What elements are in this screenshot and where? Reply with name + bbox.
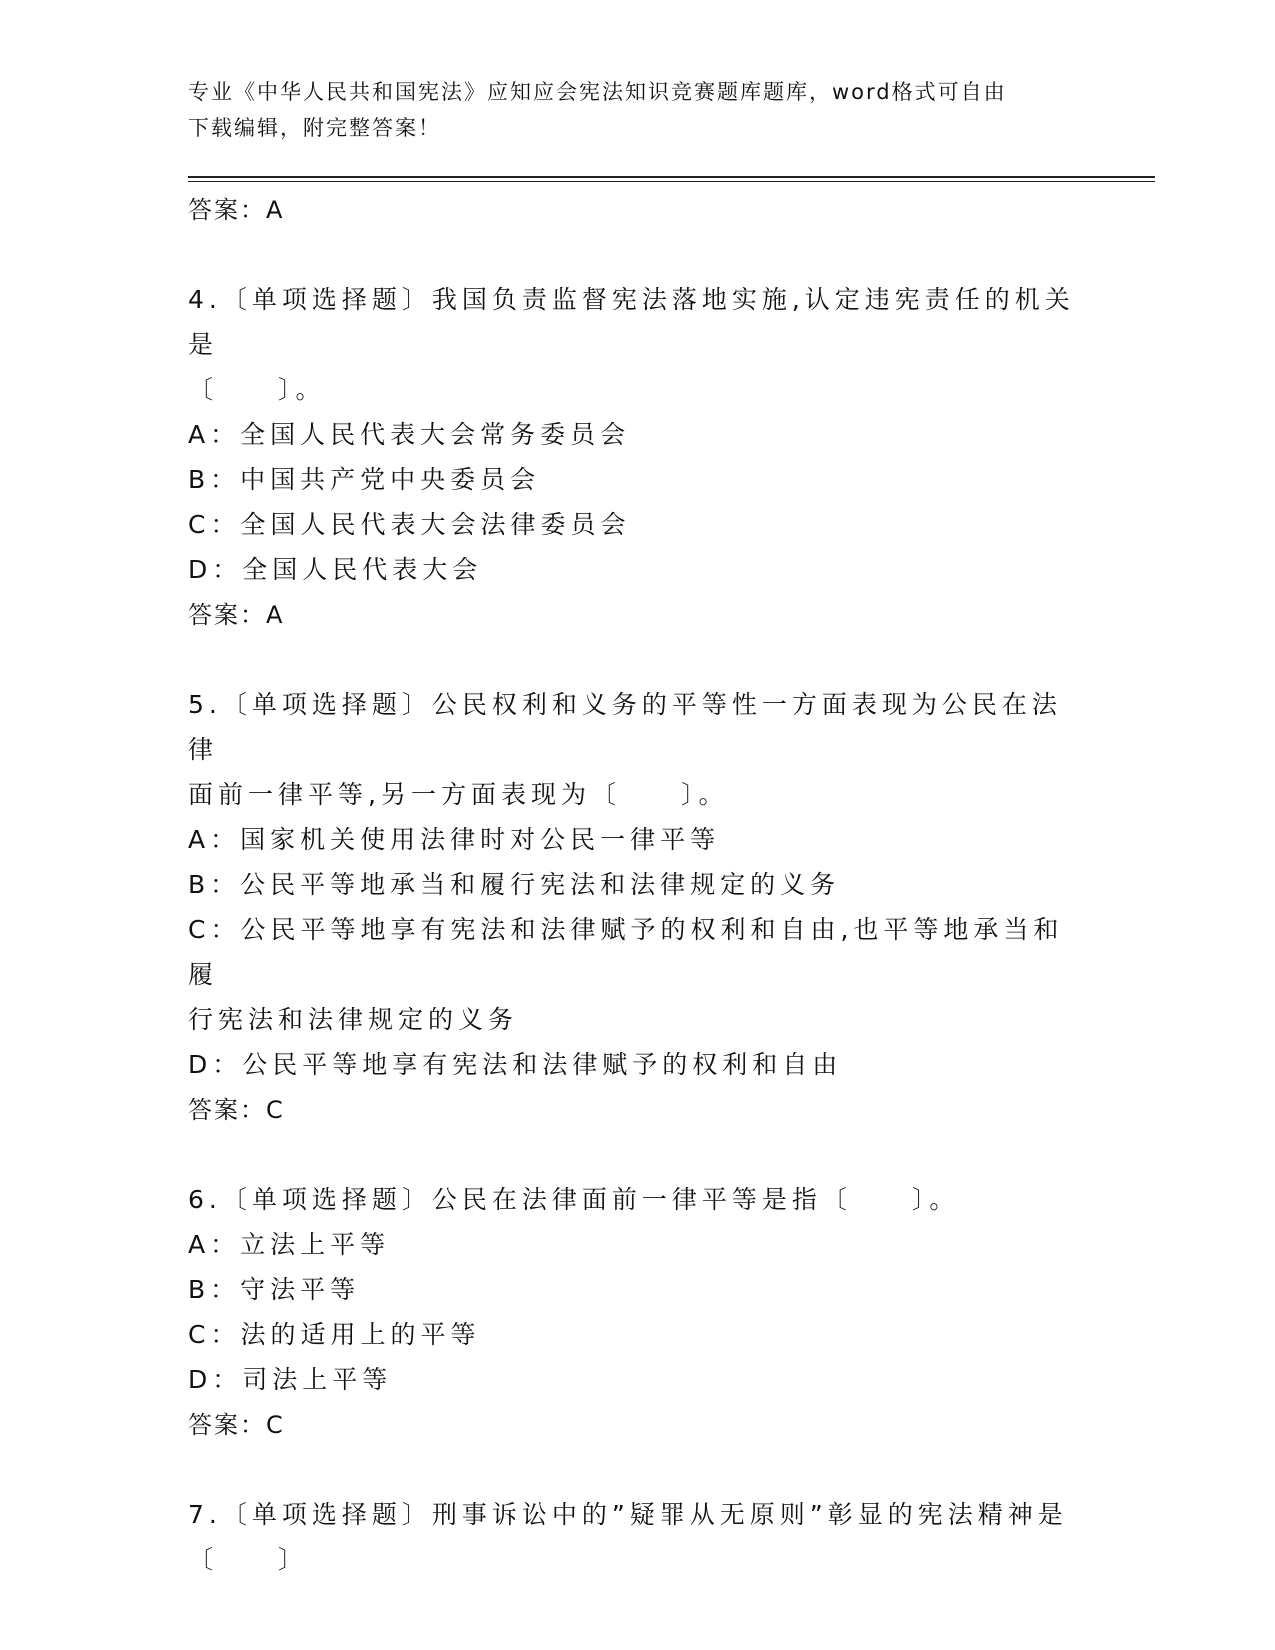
question-text: 4.〔单项选择题〕我国负责监督宪法落地实施,认定违宪责任的机关是 [188,285,1075,359]
option-b: B：公民平等地承当和履行宪法和法律规定的义务 [188,870,841,899]
question-text: 面前一律平等,另一方面表现为〔 〕。 [188,780,729,809]
option-d: D：司法上平等 [188,1365,393,1394]
question-7 [188,1492,1088,1582]
question-text: 〔 〕 [188,1545,309,1574]
option-b: B：中国共产党中央委员会 [188,465,541,494]
question-list [188,187,1088,1582]
header-line-2: 下载编辑，附完整答案！ [188,116,441,140]
answer: 答案：A [188,601,285,629]
header-divider-thin [188,181,1155,182]
answer: 答案：C [188,1411,285,1439]
option-c-continued: 行宪法和法律规定的义务 [188,1005,519,1034]
question-text: 7.〔单项选择题〕刑事诉讼中的”疑罪从无原则”彰显的宪法精神是 [188,1500,1068,1529]
question-4 [188,277,1088,638]
question-text: 〔 〕。 [188,375,326,404]
option-a: A：全国人民代表大会常务委员会 [188,420,631,449]
answer: 答案：C [188,1096,285,1124]
option-d: D：全国人民代表大会 [188,555,483,584]
question-6 [188,1177,1088,1448]
question-5 [188,682,1088,1133]
header-divider-thick [188,176,1155,178]
option-c: C：公民平等地享有宪法和法律赋予的权利和自由,也平等地承当和履 [188,915,1064,989]
previous-answer: 答案：A [188,196,285,224]
option-a: A：立法上平等 [188,1230,391,1259]
option-b: B：守法平等 [188,1275,361,1304]
header-line-1: 专业《中华人民共和国宪法》应知应会宪法知识竞赛题库题库，word格式可自由 [188,80,1007,104]
question-text: 5.〔单项选择题〕公民权利和义务的平等性一方面表现为公民在法律 [188,690,1062,764]
option-a: A：国家机关使用法律时对公民一律平等 [188,825,721,854]
option-c: C：全国人民代表大会法律委员会 [188,510,631,539]
option-d: D：公民平等地享有宪法和法律赋予的权利和自由 [188,1050,843,1079]
page-header [188,74,1088,146]
question-text: 6.〔单项选择题〕公民在法律面前一律平等是指〔 〕。 [188,1185,960,1214]
option-c: C：法的适用上的平等 [188,1320,481,1349]
